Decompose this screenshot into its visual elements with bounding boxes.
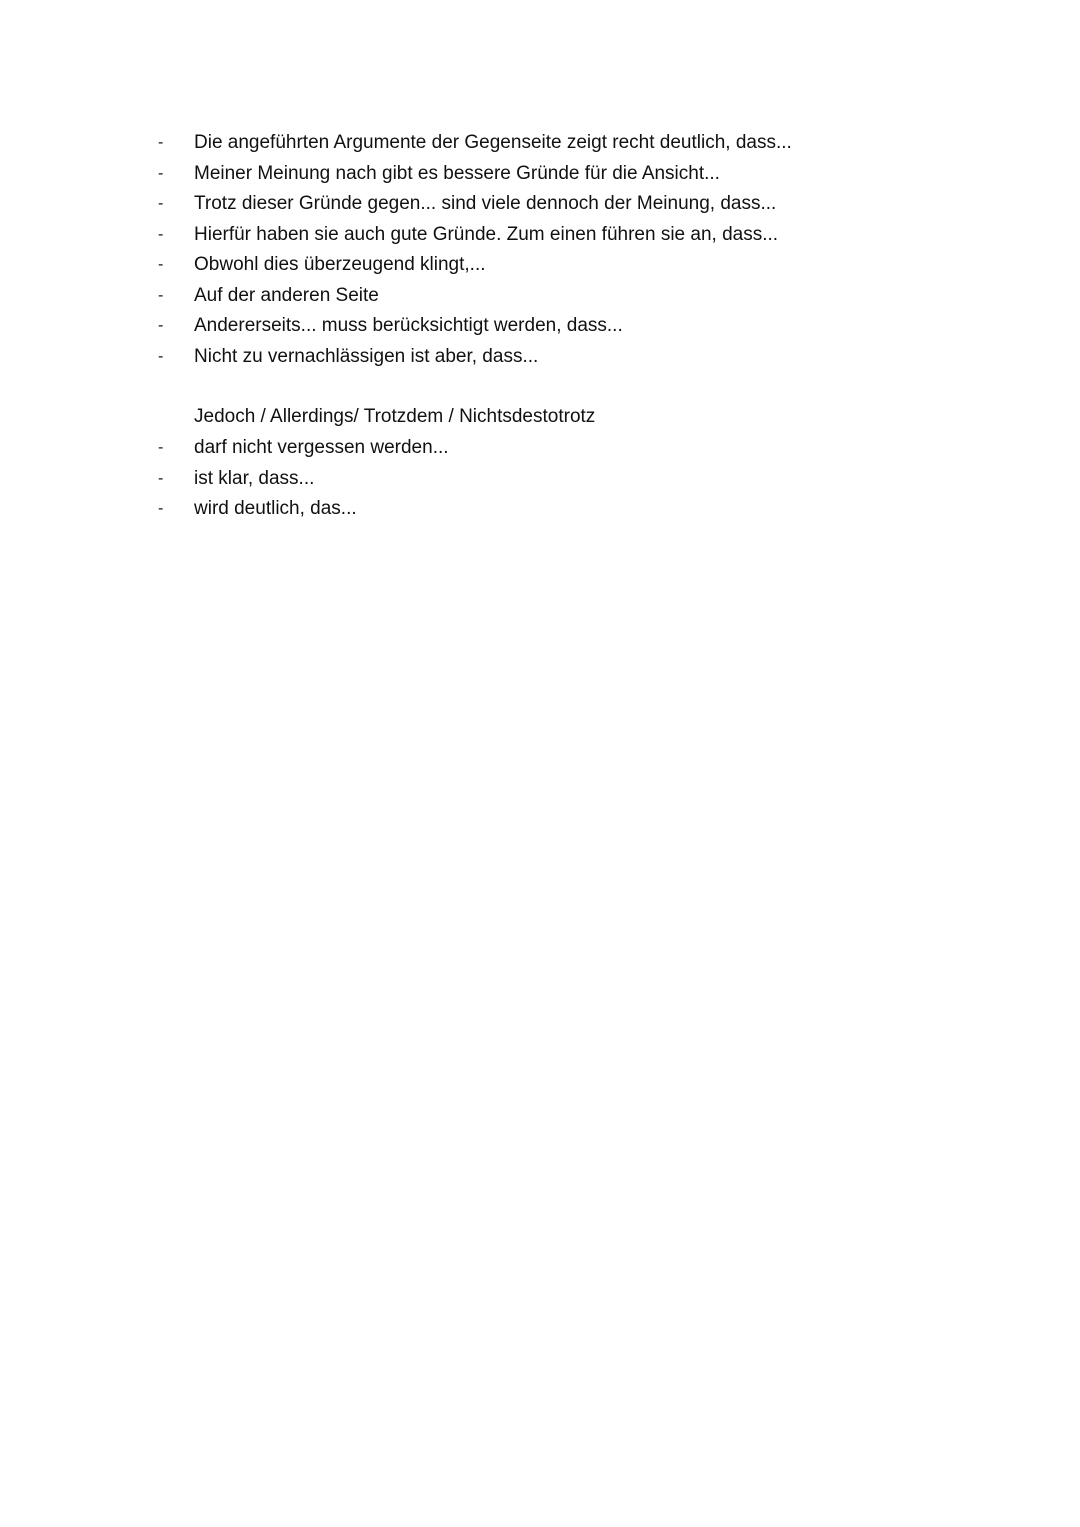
- list-item: [0, 281, 1080, 312]
- phrase-text: Meiner Meinung nach gibt es bessere Gründe für die Ansicht...: [194, 162, 720, 184]
- bullet-dash: -: [158, 439, 164, 456]
- bullet-dash: -: [158, 469, 164, 487]
- bullet-dash: -: [158, 317, 164, 334]
- list-item: [0, 433, 1080, 464]
- connectors-heading: Jedoch / Allerdings/ Trotzdem / Nichtsdestotrotz: [194, 406, 596, 427]
- list-item: [0, 189, 1080, 220]
- phrase-text: darf nicht vergessen werden...: [194, 437, 449, 458]
- phrase-list-connectors: [0, 433, 1080, 525]
- list-item: [0, 250, 1080, 281]
- phrase-text: Trotz dieser Gründe gegen... sind viele dennoch der Meinung, dass...: [194, 193, 777, 214]
- list-item: [0, 159, 1080, 190]
- list-item: [0, 464, 1080, 495]
- phrase-text: Die angeführten Argumente der Gegenseite zeigt recht deutlich, dass...: [194, 132, 792, 153]
- list-item: [0, 220, 1080, 251]
- bullet-dash: -: [158, 500, 164, 517]
- phrase-text: ist klar, dass...: [194, 467, 315, 489]
- bullet-dash: -: [158, 256, 164, 273]
- phrase-text: Nicht zu vernachlässigen ist aber, dass...: [194, 345, 539, 367]
- phrase-text: Obwohl dies überzeugend klingt,...: [194, 254, 486, 275]
- bullet-dash: -: [158, 164, 164, 182]
- list-item: [0, 342, 1080, 373]
- list-item: [0, 494, 1080, 525]
- bullet-dash: -: [158, 134, 164, 151]
- bullet-dash: -: [158, 347, 164, 365]
- phrase-text: Auf der anderen Seite: [194, 284, 379, 306]
- bullet-dash: -: [158, 225, 164, 243]
- phrase-list-argumentation: [0, 128, 1080, 372]
- phrase-text: Andererseits... muss berücksichtigt werden, dass...: [194, 315, 623, 336]
- bullet-dash: -: [158, 195, 164, 212]
- phrase-text: Hierfür haben sie auch gute Gründe. Zum einen führen sie an, dass...: [194, 223, 779, 245]
- list-item: [0, 311, 1080, 342]
- list-item: [0, 128, 1080, 159]
- phrase-text: wird deutlich, das...: [194, 498, 357, 519]
- bullet-dash: -: [158, 286, 164, 304]
